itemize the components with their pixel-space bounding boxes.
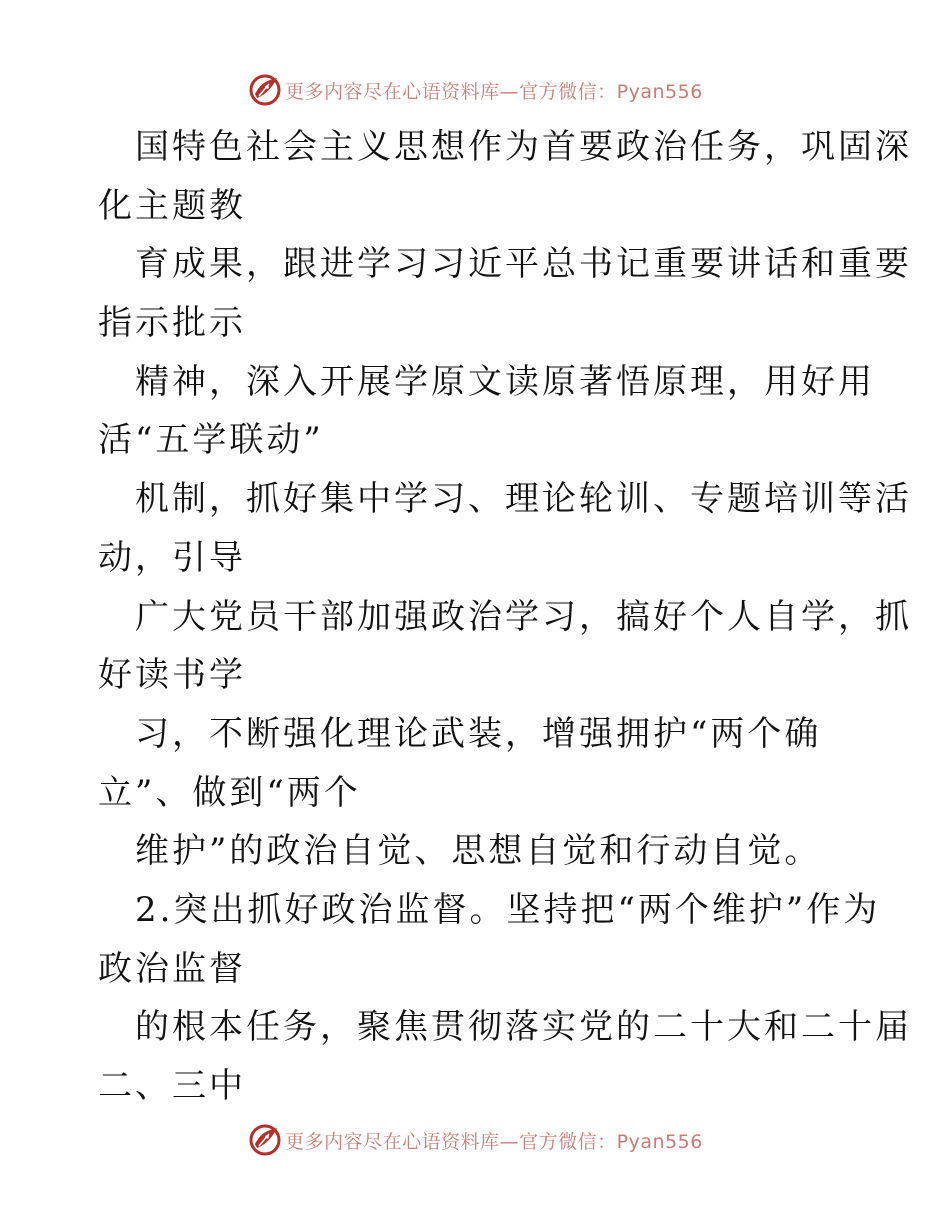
footer-watermark: [0, 1120, 950, 1160]
text-line: 育成果，跟进学习习近平总书记重要讲话和重要: [135, 244, 912, 285]
text-line: 立”、做到“两个: [98, 772, 361, 813]
text-line: 维护”的政治自觉、思想自觉和行动自觉。: [135, 831, 822, 872]
watermark-text: 更多内容尽在心语资料库—官方微信：Pyan556: [285, 1130, 703, 1153]
document-body: [98, 118, 912, 1116]
text-line: 指示批示: [98, 303, 246, 344]
text-line: 活“五学联动”: [98, 420, 324, 461]
pen-nib-logo-icon: [247, 1122, 283, 1158]
text-line: 好读书学: [98, 655, 246, 696]
text-line: 的根本任务，聚焦贯彻落实党的二十大和二十届: [135, 1007, 912, 1048]
text-line: 习，不断强化理论武装，增强拥护“两个确: [135, 713, 822, 754]
text-line: 化主题教: [98, 185, 246, 226]
text-line: 政治监督: [98, 948, 246, 989]
text-line: 动，引导: [98, 537, 246, 578]
text-line: 广大党员干部加强政治学习，搞好个人自学，抓: [135, 596, 912, 637]
watermark-text: 更多内容尽在心语资料库—官方微信：Pyan556: [285, 80, 703, 103]
text-line: 机制，抓好集中学习、理论轮训、专题培训等活: [135, 479, 912, 520]
header-watermark: [0, 70, 950, 110]
text-line: 2.突出抓好政治监督。坚持把“两个维护”作为: [135, 889, 881, 930]
pen-nib-logo-icon: [247, 72, 283, 108]
text-line: 二、三中: [98, 1066, 246, 1106]
text-line: 国特色社会主义思想作为首要政治任务，巩固深: [135, 127, 912, 167]
text-line: 精神，深入开展学原文读原著悟原理，用好用: [135, 361, 875, 402]
